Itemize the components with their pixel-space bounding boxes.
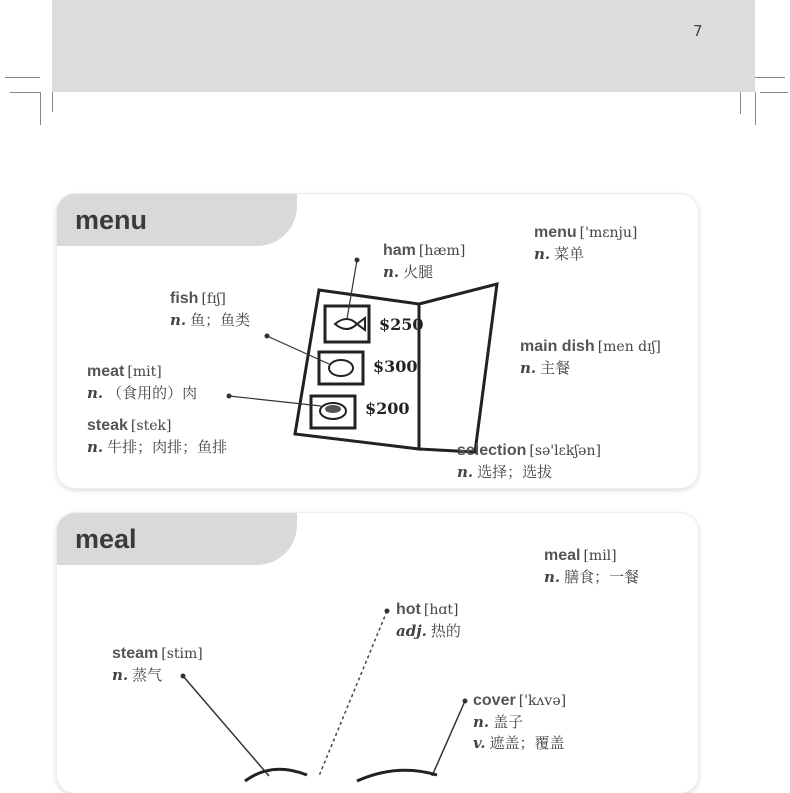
crop-mark-right-h — [755, 77, 785, 78]
meal-card — [57, 513, 698, 793]
header-band — [52, 0, 755, 92]
menu-card-title: menu — [57, 194, 297, 246]
term-steam: steam [stim] n. 蒸气 — [112, 645, 203, 684]
crop-mark-right-v — [740, 92, 741, 114]
price-steak: $200 — [365, 399, 410, 418]
term-menu: menu ['mɛnju] n. 菜单 — [534, 224, 638, 263]
term-hot: hot [hɑt] adj. 热的 — [396, 601, 461, 640]
term-cover: cover ['kʌvə] n. 盖子 v. 遮盖；覆盖 — [473, 692, 567, 752]
term-meat: meat [mit] n. （食用的）肉 — [87, 363, 198, 402]
steam-curl — [245, 769, 307, 781]
crop-mark-right-h2 — [760, 92, 788, 93]
page-number: 7 — [693, 22, 703, 40]
menu-card — [57, 194, 698, 488]
term-ham: ham [hæm] n. 火腿 — [383, 242, 466, 281]
cover-leader-line — [432, 701, 465, 776]
meal-card-title: meal — [57, 513, 297, 565]
term-main-dish: main dish [men dɪʃ] n. 主餐 — [520, 338, 661, 377]
term-steak: steak [stek] n. 牛排；肉排；鱼排 — [87, 417, 228, 456]
crop-mark-left-h2 — [10, 92, 40, 93]
term-selection: selection [sə'lɛkʃən] n. 选择；选拔 — [457, 442, 601, 481]
crop-mark-left-v — [40, 92, 41, 125]
crop-mark-right-v2 — [755, 92, 756, 125]
hot-leader-line — [319, 611, 387, 776]
price-fish: $250 — [379, 315, 424, 334]
crop-mark-left-v2 — [52, 92, 53, 112]
crop-mark-left-h — [5, 77, 40, 78]
price-meat: $300 — [373, 357, 418, 376]
term-meal: meal [mil] n. 膳食；一餐 — [544, 547, 640, 586]
steam-leader-line — [183, 676, 269, 776]
menu-back-page — [419, 284, 497, 452]
term-fish: fish [fɪʃ] n. 鱼；鱼类 — [170, 290, 251, 329]
